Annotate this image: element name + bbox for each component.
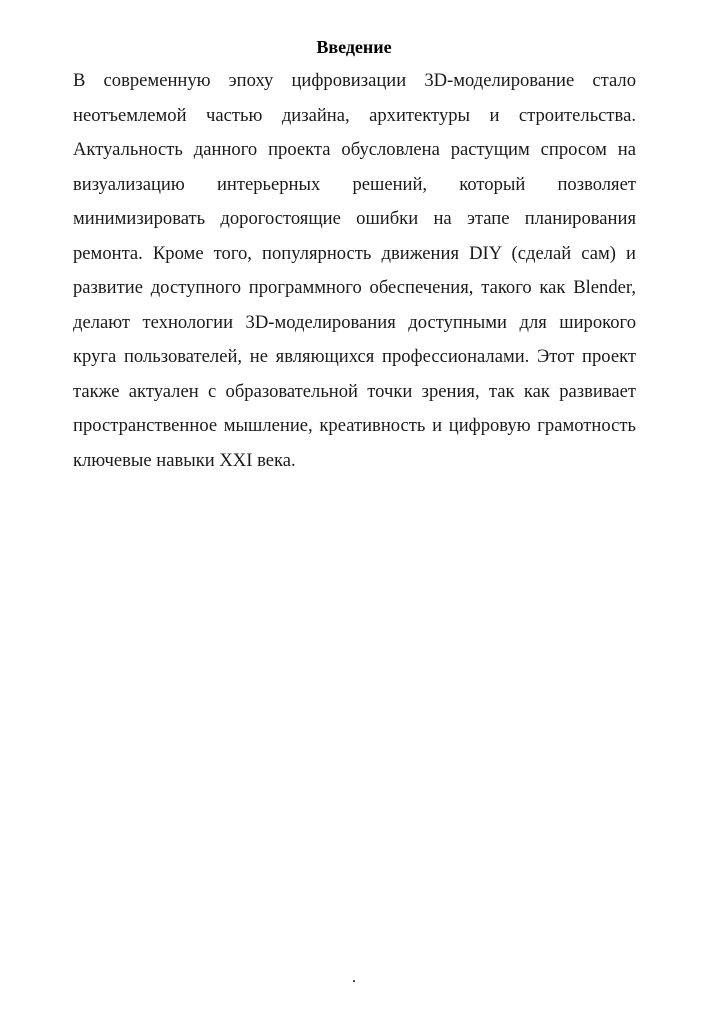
paragraph-line: также актуален с образовательной точки зрения, так как развивает xyxy=(73,380,636,402)
paragraph-line: пространственное мышление, креативность и цифровую грамотность xyxy=(73,415,636,436)
paragraph-line: Актуальность данного проекта обусловлена растущим спросом на xyxy=(73,139,636,160)
page-footer-mark: . xyxy=(352,969,356,986)
paragraph-line: развитие доступного программного обеспечения, такого как Blender, xyxy=(73,277,636,298)
paragraph-line: ключевые навыки XXI века. xyxy=(73,449,296,471)
section-heading: Введение xyxy=(316,37,392,57)
paragraph-line: неотъемлемой частью дизайна, архитектуры и строительства. xyxy=(73,104,636,126)
paragraph-line: круга пользователей, не являющихся профессионалами. Этот проект xyxy=(73,346,636,367)
paragraph-line: делают технологии 3D-моделирования доступными для широкого xyxy=(73,311,636,333)
paragraph-line: визуализацию интерьерных решений, который позволяет xyxy=(73,173,636,195)
paragraph-line: минимизировать дорогостоящие ошибки на этапе планирования xyxy=(73,208,636,229)
paragraph-line: ремонта. Кроме того, популярность движения DIY (сделай сам) и xyxy=(73,242,636,264)
body-paragraph xyxy=(73,64,636,478)
paragraph-line: В современную эпоху цифровизации 3D-моделирование стало xyxy=(73,70,636,91)
